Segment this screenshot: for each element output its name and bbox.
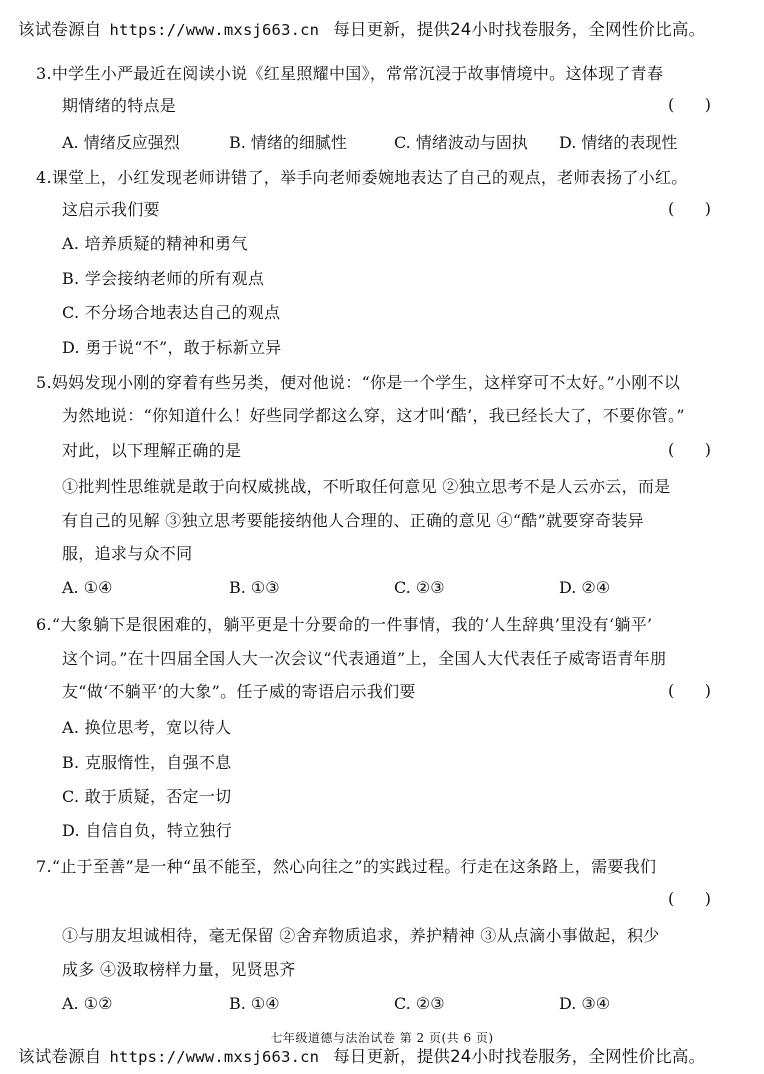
- q7-statement-line-2: 成多 ④汲取榜样力量，见贤思齐: [62, 960, 296, 979]
- q3-answer-blank: ( ): [668, 95, 711, 114]
- q6-option-c: C. 敢于质疑，否定一切: [62, 787, 232, 806]
- q7-statement-line-1: ①与朋友坦诚相待，毫无保留 ②舍弃物质追求，养护精神 ③从点滴小事做起，积少: [62, 926, 660, 945]
- q4-option-b: B. 学会接纳老师的所有观点: [62, 269, 265, 288]
- page-footer: 七年级道德与法治试卷 第 2 页(共 6 页): [270, 1031, 494, 1045]
- q6-option-b: B. 克服惰性，自强不息: [62, 753, 232, 772]
- q7-options: [62, 994, 742, 1016]
- q6-stem-line-3: 友“做‘不躺平’的大象”。任子威的寄语启示我们要: [62, 682, 416, 701]
- q5-answer-blank: ( ): [668, 440, 711, 459]
- q6-answer-blank: ( ): [668, 681, 711, 700]
- q5-statement-line-1: ①批判性思维就是敢于向权威挑战，不听取任何意见 ②独立思考不是人云亦云，而是: [62, 477, 671, 496]
- q3-stem-line-1: 3.中学生小严最近在阅读小说《红星照耀中国》，常常沉浸于故事情境中。这体现了青春: [36, 64, 664, 83]
- q3-option-d: D. 情绪的表现性: [559, 133, 678, 152]
- q5-stem-line-3: 对此，以下理解正确的是: [62, 441, 242, 460]
- q7-stem-line-1: 7.“止于至善”是一种“虽不能至，然心向往之”的实践过程。行走在这条路上，需要我们: [36, 857, 657, 876]
- q5-option-a: A. ①④: [62, 578, 113, 597]
- banner-source-label: 该试卷源自: [18, 20, 102, 39]
- q3-option-b: B. 情绪的细腻性: [229, 133, 347, 152]
- q6-option-a: A. 换位思考，宽以待人: [62, 718, 232, 737]
- q3-option-c: C. 情绪波动与固执: [394, 133, 528, 152]
- q5-option-c: C. ②③: [394, 578, 445, 597]
- q5-statement-line-2: 有自己的见解 ③独立思考要能接纳他人合理的、正确的意见 ④“酷”就要穿奇装异: [62, 511, 644, 530]
- banner-url-link[interactable]: https://www.mxsj663.cn: [109, 21, 320, 39]
- banner-slogan: 每日更新，提供24小时找卷服务，全网性价比高。: [333, 1047, 706, 1066]
- q5-options: [62, 578, 742, 600]
- q4-option-d: D. 勇于说“不”，敢于标新立异: [62, 338, 282, 357]
- q7-option-c: C. ②③: [394, 994, 445, 1013]
- q5-option-d: D. ②④: [559, 578, 611, 597]
- q4-option-a: A. 培养质疑的精神和勇气: [62, 234, 248, 253]
- q6-stem-line-2: 这个词。”在十四届全国人大一次会议“代表通道”上，全国人大代表任子威寄语青年朋: [62, 649, 667, 668]
- q4-answer-blank: ( ): [668, 199, 711, 218]
- q7-option-a: A. ①②: [62, 994, 113, 1013]
- q4-stem-line-2: 这启示我们要: [62, 200, 160, 219]
- q7-option-b: B. ①④: [229, 994, 280, 1013]
- q3-stem-line-2: 期情绪的特点是: [62, 96, 177, 115]
- q3-option-a: A. 情绪反应强烈: [62, 133, 180, 152]
- q7-answer-blank: ( ): [668, 889, 711, 908]
- q4-stem-line-1: 4.课堂上，小红发现老师讲错了，举手向老师委婉地表达了自己的观点，老师表扬了小红。: [36, 168, 688, 187]
- q6-stem-line-1: 6.“大象躺下是很困难的，躺平更是十分要命的一件事情，我的‘人生辞典’里没有‘躺平’: [36, 615, 653, 634]
- banner-source-label: 该试卷源自: [18, 1047, 102, 1066]
- q6-option-d: D. 自信自负，特立独行: [62, 821, 233, 840]
- q5-statement-line-3: 服，追求与众不同: [62, 544, 193, 563]
- banner-url-link[interactable]: https://www.mxsj663.cn: [109, 1048, 320, 1066]
- source-banner-top: [18, 16, 705, 40]
- q5-stem-line-2: 为然地说：“你知道什么！好些同学都这么穿，这才叫‘酷’，我已经长大了，不要你管。”: [62, 406, 685, 425]
- q5-stem-line-1: 5.妈妈发现小刚的穿着有些另类，便对他说：“你是一个学生，这样穿可不太好。”小刚不以: [36, 373, 681, 392]
- q5-option-b: B. ①③: [229, 578, 280, 597]
- banner-slogan: 每日更新，提供24小时找卷服务，全网性价比高。: [333, 20, 706, 39]
- q3-options: [62, 130, 742, 152]
- q4-option-c: C. 不分场合地表达自己的观点: [62, 303, 281, 322]
- source-banner-bottom: [18, 1043, 705, 1067]
- q7-option-d: D. ③④: [559, 994, 611, 1013]
